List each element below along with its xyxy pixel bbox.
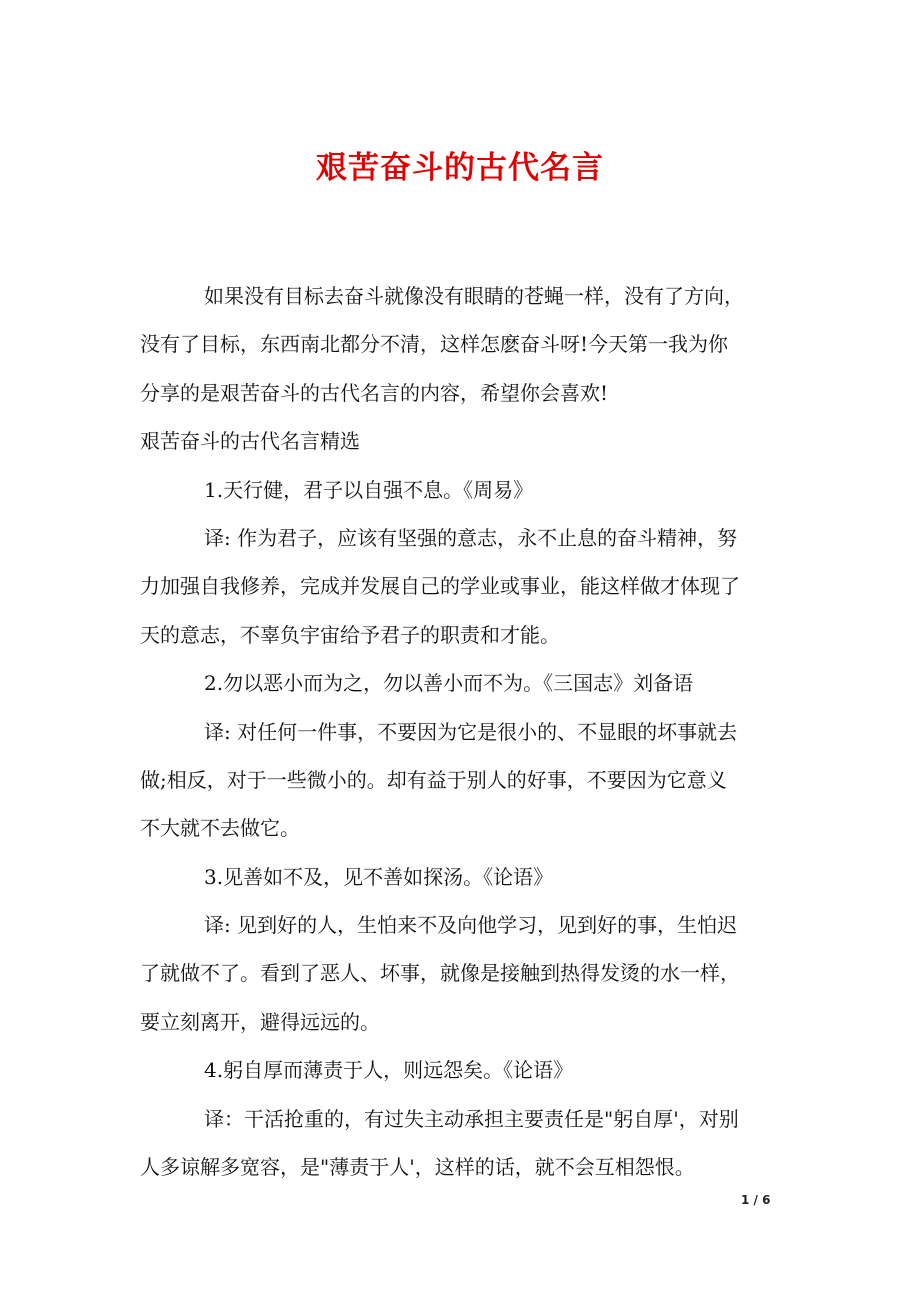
translation-line: 力加强自我修养，完成并发展自己的学业或事业，能这样做才体现了 [140,574,740,599]
paragraph-line: 如果没有目标去奋斗就像没有眼睛的苍蝇一样，没有了方向， [204,284,744,308]
quote-line: 2.勿以恶小而为之，勿以善小而不为。《三国志》刘备语 [204,671,694,696]
translation-line: 译：干活抢重的，有过失主动承担主要责任是"躬自厚'，对别 [204,1106,739,1131]
translation-line: 要立刻离开，避得远远的。 [140,1009,380,1034]
quote-line: 3.见善如不及，见不善如探汤。《论语》 [204,864,554,889]
document-body [140,272,800,1191]
translation-line: 做;相反，对于一些微小的。却有益于别人的好事，不要因为它意义 [140,767,727,792]
translation-line: 不大就不去做它。 [140,816,300,841]
quote-line: 1.天行健，君子以自强不息。《周易》 [204,477,534,502]
paragraph-line: 分享的是艰苦奋斗的古代名言的内容，希望你会喜欢! [140,380,609,405]
page-number: 1 / 6 [741,1193,771,1207]
translation-line: 人多谅解多宽容，是"薄责于人'，这样的话，就不会互相怨恨。 [140,1155,695,1180]
section-heading: 艰苦奋斗的古代名言精选 [140,429,360,454]
quote-line: 4.躬自厚而薄责于人，则远怨矣。《论语》 [204,1058,574,1083]
translation-line: 译: 见到好的人，生怕来不及向他学习，见到好的事，生怕迟 [204,913,738,938]
translation-line: 译: 对任何一件事，不要因为它是很小的、不显眼的坏事就去 [204,719,738,744]
document-title: 艰苦奋斗的古代名言 [316,150,604,186]
paragraph-line: 没有了目标，东西南北都分不清，这样怎麽奋斗呀!今天第一我为你 [140,332,729,357]
translation-line: 天的意志，不辜负宇宙给予君子的职责和才能。 [140,622,560,647]
translation-line: 译: 作为君子，应该有坚强的意志，永不止息的奋斗精神，努 [204,525,738,550]
translation-line: 了就做不了。看到了恶人、坏事，就像是接触到热得发烫的水一样， [140,961,740,986]
